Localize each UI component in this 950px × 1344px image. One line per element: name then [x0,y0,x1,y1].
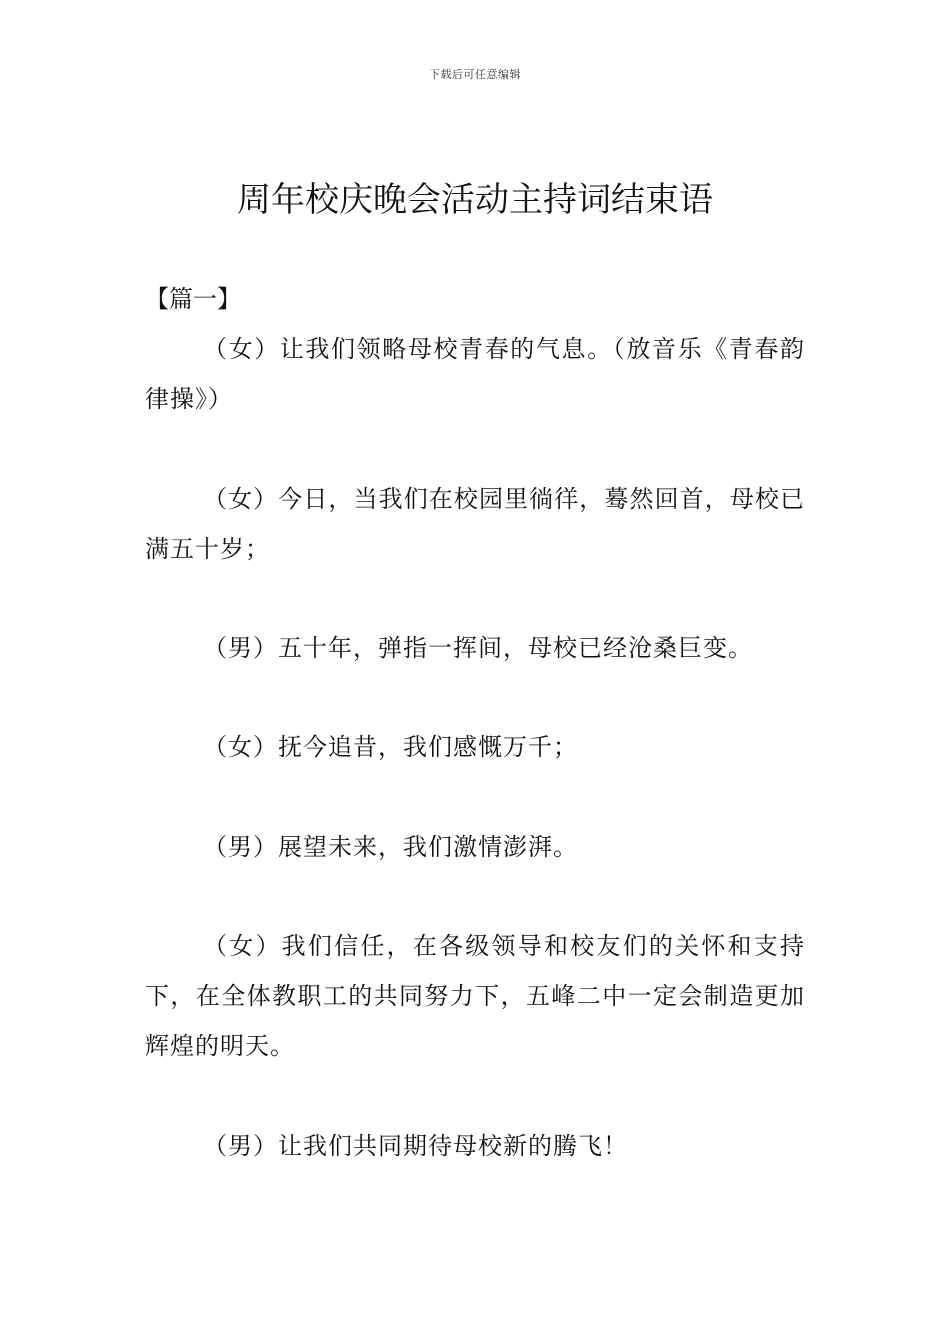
paragraph-4: （女）抚今追昔，我们感慨万千； [203,733,578,761]
paragraph-1: （女）让我们领略母校青春的气息。（放音乐《青春韵律操》） [145,335,805,413]
header-note: 下载后可任意编辑 [429,68,521,81]
paragraph-7: （男）让我们共同期待母校新的腾飞！ [203,1132,628,1160]
paragraph-2: （女）今日，当我们在校园里徜徉，蓦然回首，母校已满五十岁； [145,485,805,563]
section-heading: 【篇一】 [145,285,241,313]
paragraph-5: （男）展望未来，我们激情澎湃。 [203,833,578,861]
paragraph-3: （男）五十年，弹指一挥间，母校已经沧桑巨变。 [203,634,753,662]
document-title: 周年校庆晚会活动主持词结束语 [237,180,713,220]
paragraph-6: （女）我们信任，在各级领导和校友们的关怀和支持下，在全体教职工的共同努力下，五峰二中一定会制造更加辉煌的明天。 [145,932,805,1060]
